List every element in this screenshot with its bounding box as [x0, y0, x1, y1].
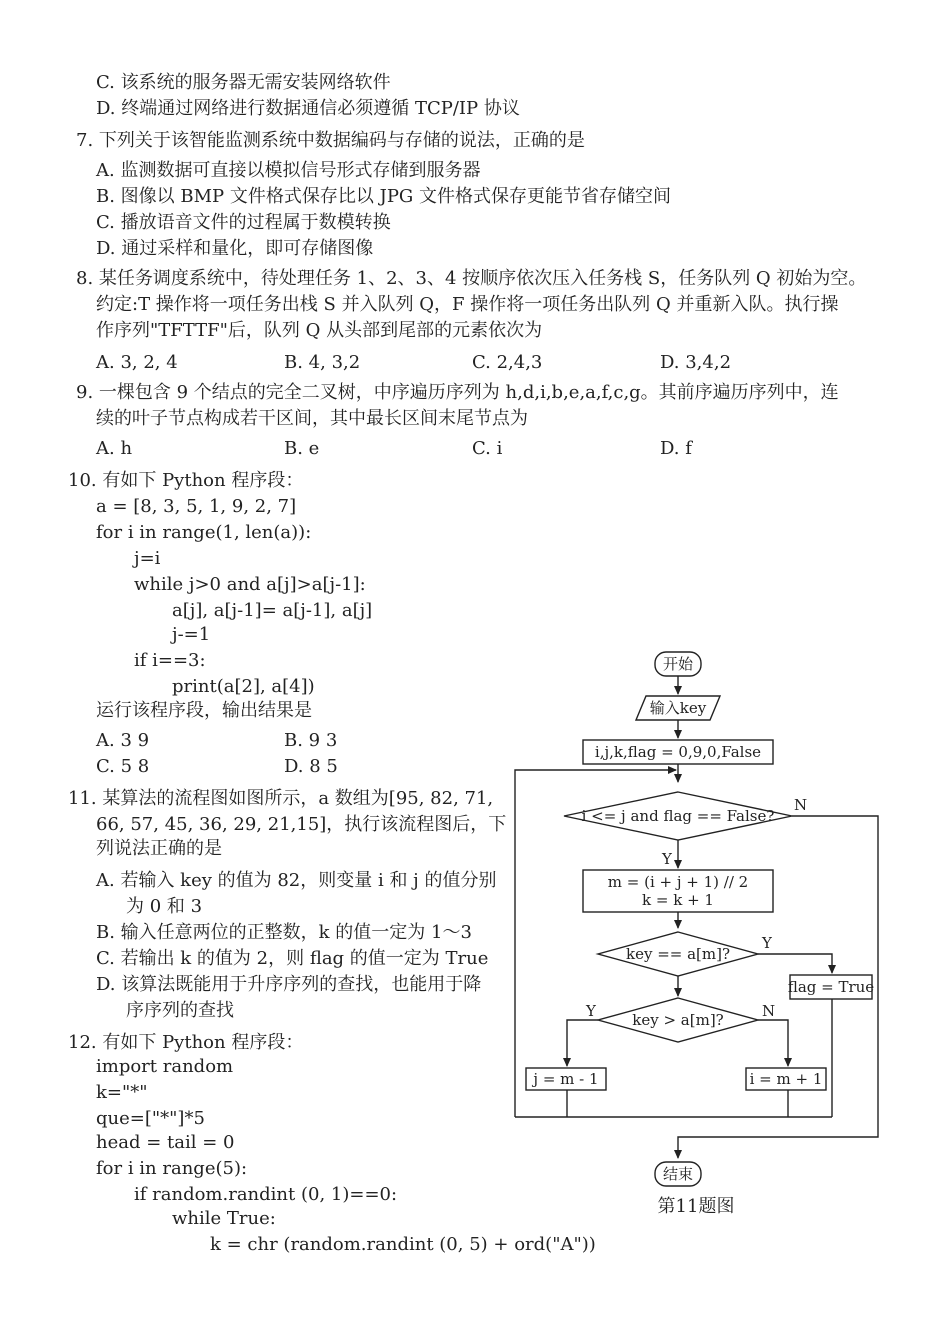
yes-label-cond1: Y [662, 850, 672, 868]
calc-label-1: m = (i + j + 1) // 2 [607, 873, 749, 891]
yes-label-cond3: Y [586, 1002, 596, 1020]
q10-code-line: if i==3: [134, 650, 206, 671]
q10-code-line: j-=1 [172, 624, 211, 645]
q7-stem: 7. 下列关于该智能监测系统中数据编码与存储的说法，正确的是 [76, 130, 585, 151]
q6-option-d: D. 终端通过网络进行数据通信必须遵循 TCP/IP 协议 [96, 98, 520, 119]
q9-option-d: D. f [660, 438, 692, 459]
q12-code-line: if random.randint (0, 1)==0: [134, 1184, 398, 1205]
q12-code-line: k="*" [96, 1082, 148, 1103]
q9-option-a: A. h [96, 438, 133, 459]
init-label: i,j,k,flag = 0,9,0,False [594, 743, 762, 761]
q7-option-c: C. 播放语音文件的过程属于数模转换 [96, 212, 391, 233]
q12-code-line: que=["*"]*5 [96, 1108, 205, 1129]
q11-option-a-cont: 为 0 和 3 [126, 896, 203, 917]
q11-line-1: 11. 某算法的流程图如图所示，a 数组为[95, 82, 71, [68, 788, 494, 809]
q11-option-c: C. 若输出 k 的值为 2，则 flag 的值一定为 True [96, 948, 489, 969]
q10-code-line: a = [8, 3, 5, 1, 9, 2, 7] [96, 496, 297, 517]
q8-line-1: 8. 某任务调度系统中，待处理任务 1、2、3、4 按顺序依次压入任务栈 S，任务队列 Q 初始为空。 [76, 268, 867, 289]
q11-option-a: A. 若输入 key 的值为 82，则变量 i 和 j 的值分别 [96, 870, 497, 891]
q8-line-3: 作序列"TFTTF"后，队列 Q 从头部到尾部的元素依次为 [96, 320, 543, 341]
q12-code-line: k = chr (random.randint (0, 5) + ord("A")) [210, 1234, 596, 1255]
loop-condition-label: i <= j and flag == False? [581, 807, 775, 825]
q10-code-line: a[j], a[j-1]= a[j-1], a[j] [172, 600, 373, 621]
q12-code-line: head = tail = 0 [96, 1132, 235, 1153]
equal-condition-label: key == a[m]? [625, 945, 731, 963]
greater-condition-label: key > a[m]? [632, 1011, 724, 1029]
q6-option-c: C. 该系统的服务器无需安装网络软件 [96, 72, 391, 93]
calc-label-2: k = k + 1 [642, 891, 714, 909]
no-label-cond1: N [794, 796, 808, 814]
q11-option-b: B. 输入任意两位的正整数，k 的值一定为 1～3 [96, 922, 472, 943]
q12-stem: 12. 有如下 Python 程序段： [68, 1032, 304, 1053]
q9-line-1: 9. 一棵包含 9 个结点的完全二叉树，中序遍历序列为 h,d,i,b,e,a,f,c,g。其前序遍历序列中，连 [76, 382, 839, 403]
yes-label-cond2: Y [762, 934, 772, 952]
end-label: 结束 [662, 1165, 694, 1183]
flag-set-label: flag = True [787, 978, 875, 996]
input-label: 输入key [649, 699, 707, 717]
q10-option-d: D. 8 5 [284, 756, 338, 777]
right-assign-label: i = m + 1 [749, 1070, 823, 1088]
q10-stem: 10. 有如下 Python 程序段： [68, 470, 304, 491]
q10-code-line: for i in range(1, len(a)): [96, 522, 312, 543]
q10-option-c: C. 5 8 [96, 756, 150, 777]
q11-line-2: 66, 57, 45, 36, 29, 21,15]，执行该流程图后，下 [96, 814, 507, 835]
q8-option-b: B. 4, 3,2 [284, 352, 361, 373]
q7-option-b: B. 图像以 BMP 文件格式保存比以 JPG 文件格式保存更能节省存储空间 [96, 186, 672, 207]
q11-line-3: 列说法正确的是 [96, 838, 222, 859]
no-label-cond3: N [762, 1002, 776, 1020]
q10-code-line: while j>0 and a[j]>a[j-1]: [134, 574, 366, 595]
start-label: 开始 [662, 655, 694, 673]
q10-code-line: j=i [134, 548, 161, 569]
q12-code-line: import random [96, 1056, 234, 1077]
q8-option-d: D. 3,4,2 [660, 352, 732, 373]
figure-caption: 第11题图 [657, 1196, 735, 1217]
q12-code-line: for i in range(5): [96, 1158, 248, 1179]
footer-cropped [96, 1286, 856, 1292]
q9-line-2: 续的叶子节点构成若干区间，其中最长区间末尾节点为 [96, 408, 528, 429]
q10-code-line: print(a[2], a[4]) [172, 676, 315, 697]
q9-option-c: C. i [472, 438, 503, 459]
q8-line-2: 约定:T 操作将一项任务出栈 S 并入队列 Q，F 操作将一项任务出队列 Q 并重新入队。执行操 [96, 294, 839, 315]
q8-option-c: C. 2,4,3 [472, 352, 543, 373]
q8-option-a: A. 3, 2, 4 [96, 352, 178, 373]
q7-option-a: A. 监测数据可直接以模拟信号形式存储到服务器 [96, 160, 481, 181]
q12-code-line: while True: [172, 1208, 276, 1229]
q9-option-b: B. e [284, 438, 320, 459]
q10-option-a: A. 3 9 [96, 730, 150, 751]
q10-option-b: B. 9 3 [284, 730, 338, 751]
q7-option-d: D. 通过采样和量化，即可存储图像 [96, 238, 374, 259]
q11-option-d: D. 该算法既能用于升序序列的查找，也能用于降 [96, 974, 482, 995]
q11-option-d-cont: 序序列的查找 [126, 1000, 234, 1021]
q10-question: 运行该程序段，输出结果是 [96, 700, 312, 721]
left-assign-label: j = m - 1 [533, 1070, 599, 1088]
